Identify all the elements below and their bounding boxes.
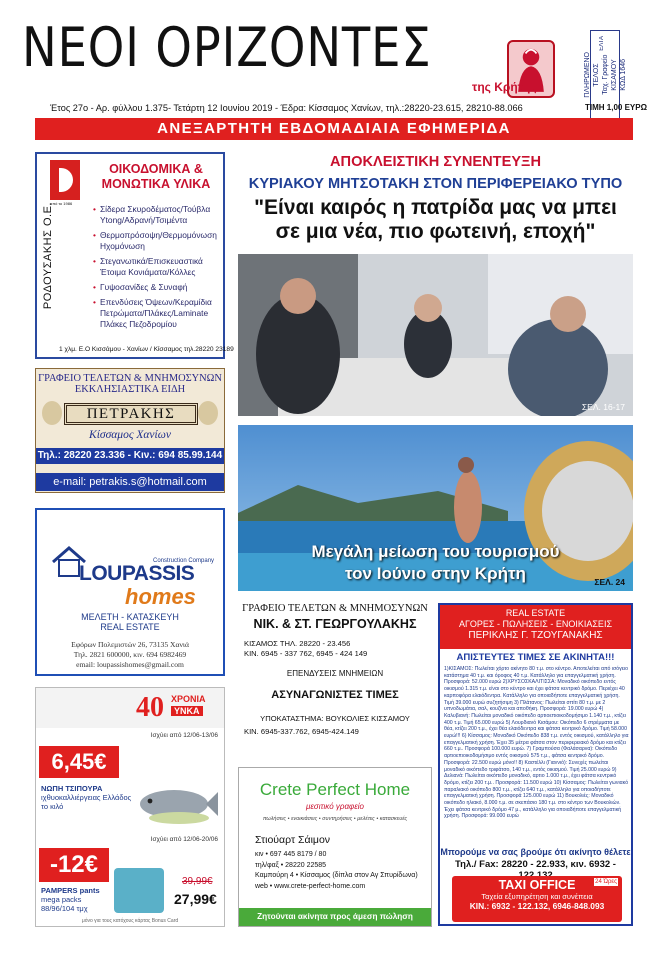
ad-building-materials[interactable] [35, 152, 234, 359]
price-1: 6,45€ [39, 746, 119, 778]
ad-line3: ΚΙΣΑΜΟΣ ΤΗΛ. 28220 - 23.456 [244, 639, 351, 648]
brand-name: Crete Perfect Home [259, 780, 411, 799]
ad-line8: ΚΙΝ. 6945-337.762, 6945-424.149 [244, 727, 359, 736]
list-item: • Στεγανωτικά/Επισκευαστικά Έτοιμα Κονιάματα/Κόλλες [93, 256, 223, 278]
taxi-title: TAXI OFFICE [498, 878, 576, 892]
interview-photo-image [238, 254, 633, 416]
ad-footer: μόνο για τους κατόχους κάρτας Bonus Card [81, 918, 179, 924]
page-ref: ΣΕΛ. 16-17 [581, 402, 625, 412]
tourism-photo[interactable] [238, 425, 633, 591]
ad-loupassis[interactable] [35, 508, 225, 676]
price: ΤΙΜΗ 1,00 ΕΥΡΩ [585, 103, 647, 112]
ad-line1: ΓΡΑΦΕΙΟ ΤΕΛΕΤΩΝ & ΜΝΗΜΟΣΥΝΩΝ [242, 603, 428, 614]
price-2: -12€ [39, 848, 109, 882]
ad-real-estate[interactable] [438, 603, 633, 926]
angel-left-icon [42, 401, 62, 425]
taxi-phone: KIN.: 6932 - 122.132, 6946-848.093 [469, 901, 605, 911]
anniversary-text: ΧΡΟΝΙΑ [171, 694, 206, 704]
ad-title: ΑΠΙΣΤΕΥΤΕΣ ΤΙΜΕΣ ΣΕ ΑΚΙΝΗΤΑ!!! [456, 652, 615, 663]
services: πωλήσεις • ενοικιάσεις • συντηρήσεις • μελέτες • κατασκευές [262, 816, 408, 822]
masthead [0, 0, 662, 120]
validity-2: Ισχύει από 12/06-20/06 [150, 836, 218, 843]
product-list [93, 204, 223, 334]
ad-line6: ΑΣΥΝΑΓΩΝΙΣΤΕΣ ΤΙΜΕΣ [271, 689, 399, 701]
ad-header: REAL ESTATE ΑΓΟΡΕΣ - ΠΩΛΗΣΕΙΣ - ΕΝΟΙΚΙΑΣΕΙΣ ΠΕΡΙΚΛΗΣ Γ. ΤΖΟΥΓΑΝΑΚΗΣ [440, 605, 631, 649]
lead-subject[interactable]: ΚΥΡΙΑΚΟΥ ΜΗΤΣΟΤΑΚΗ ΣΤΟΝ ΠΕΡΙΦΕΡΕΙΑΚΟ ΤΥΠΟ [248, 176, 623, 192]
brand-script: homes [125, 584, 196, 609]
taxi-office-box [452, 876, 622, 922]
taxi-line: Ταχεία εξυπηρέτηση και συνέπεια [481, 892, 593, 901]
list-item: • Γυψοσανίδες & Συναφή [93, 282, 223, 293]
list-item: • Θερμοπρόσοψη/Θερμομόνωση Ηχομόνωση [93, 230, 223, 252]
newspaper-title: ΝΕΟΙ ΟΡΙΖΟΝΤΕΣ [22, 16, 432, 79]
brand-name: LOUPASSIS [79, 562, 195, 585]
list-item: • Επενδύσεις Όψεων/Κεραμίδια Πετρώματα/Πλάκες/Laminate Πλάκες Πεζοδρομίου [93, 297, 223, 330]
story-caption-line1: Μεγάλη μείωση του τουρισμού [311, 542, 560, 561]
ad-funeral-georgoulakis[interactable] [238, 603, 432, 753]
ad-crete-perfect-home[interactable] [238, 767, 432, 927]
ad-address: 1 χλμ. Ε.Ο Κισσάμου - Χανίων / Κίσσαμος τηλ.28220 23189 [59, 346, 234, 353]
stamp-logo: ΕΛΤΑ [599, 36, 605, 51]
ad-company-name: ΠΕΤΡΑΚΗΣ [64, 403, 198, 425]
old-price: 39,99€ [182, 876, 213, 887]
since-label: από το 1986 [50, 201, 73, 206]
ad-place: Κίσσαμος Χανίων [89, 429, 171, 441]
ad-header [36, 688, 224, 728]
new-price: 27,99€ [174, 891, 217, 907]
brand-text: ΥΝΚΑ [171, 706, 203, 716]
contact-details: κιν • 697 445 8179 / 80 τηλ/φαξ • 28220 22585 Καμπούρη 4 • Κίσσαμος (δίπλα στον Αγ Σπυρίδωνα) web • www.crete-perfect-home.com [255, 851, 418, 890]
ad-service-line2: REAL ESTATE [100, 622, 160, 632]
postage-stamp-text: ΠΛΗΡΩΜΕΝΟ ΤΕΛΟΣ Ταχ. Γραφείο ΚΙΣΑΜΟΥ ΚΩΔ 1646 [583, 52, 627, 98]
ad-line2: ΕΚΚΛΗΣΙΑΣΤΙΚΑ ΕΙΔΗ [74, 384, 186, 395]
lead-quote[interactable]: "Είναι καιρός η πατρίδα μας να μπει σε μια νέα, πιο φωτεινή, εποχή" [254, 196, 617, 243]
product-2: PAMPERS pants mega packs 88/96/104 τμχ [41, 886, 100, 913]
ad-supermarket[interactable] [35, 687, 225, 927]
ad-contact: Τηλ./ Fax: 28220 - 22.933, κιν. 6932 - [455, 859, 616, 870]
ad-funeral-petrakis[interactable] [35, 368, 225, 493]
ad-email[interactable]: e-mail: petrakis.s@hotmail.com [36, 473, 224, 491]
listings-text: 1)ΚΙΣΑΜΟΣ: Πωλείται χόρτο ακίνητο 80 τ.μ. στο κέντρο. Αποτελείται από ισόγειο κατάστημα 40 τ.μ. και όροφος 40 τ.μ. Κατάλληλο για επαγγελματική χρήση. Προσφορά: 52.000 ευρώ 2)ΧΡΥΣΟΣΚΑΛΙΤΙΣΣΑ: Μοναδικό οικόπεδο εντός οικισμού 1.315 τ.μ. είναι στο κέντρο και έχει φάτσα κεντρικό δρόμο. Περιέχει 40 καρποφόρα ελαιόδεντρα. Κατάλληλο για οποιαδήποτε επαγγελματική χρήση. Τιμή 39.000 ευρώ συζητήσιμη 3) Πλάτανος: Πωλείται σπίτι 80 τ.μ. με 2 υπνοδωμάτια, σαλ, κουζίνα και αποθήκη. Προσφορά: 19.000 ευρώ 4) Καλυβιανή: Πωλείται μοναδικό οικόπεδο αρτιοεπιοικοδομήσιμο 1.140 τ.μ., κτίζει 400 τ.μ. Τιμή 65.000 ευρώ 5) Λουρδιανό Κισάμου: Οικόπεδο 6 στρέμματα με θέα, κτίζει 200 τ.μ., έχει θέα ελαιόδεντρα και φάτσα κεντρικό δρόμο. Τιμή 58.000 ευρώ!!! 6) Κίσσαμος: Μοναδικό Οικόπεδο 838 τ.μ. εντός οικισμού, κατάλληλο για επαγγελματική χρήση. Έχει 35 μέτρα φάτσα στον περιφερειακό δρόμο και κτίζει 660 τ.μ.. Προσφορά 100.000 ευρώ. 7) Γραμπούσα (Φαλάσαρνα): Οικόπεδο αρτιοεπιοικοδομήσιμο εντός οικισμού 575 τ.μ., φάτσα κεντρικό δρόμο. Προσφορά: 22.500 ευρώ μόνο!! 8) Καστέλλι (Γιαννιό): Συνεχές πωλείται μοναδικό οικόπεδο τριφάτσο, 140 τ.μ., εντός οικισμού. Τιμή 25.000 ευρώ 9) Δελιανά: Πωλείται οικόπεδο μοναδικό, αρτιο 1.000 τ.μ., έχει φάτσα κεντρικό δρόμο, κτίζει 200 τ.μ.. Προσφορά: 11.500 ευρώ 10) Κίσσαμος: Πωλείται γωνιακό παραλιακό οικόπεδο 800 τ.μ., κτίζει 640 τ.μ., κατάλληλο για οποιαδήποτε επαγγελματική χρήση. Προσφορά 125.000 ευρώ 11) Βουκολιές: Μοναδικό οικόπεδο ηλιακό, 8.000 τ.μ. σε σκεπάσιο 180 τ.μ. στο κέντρο των Βουκολιών. Έχει φάτσα κεντρικό δρόμο 47 μ., κατάλληλο για οποιαδήποτε επαγγελματική χρήση. Προσφορά: 99.000 ευρώ [444, 666, 629, 820]
ad-footer: Ζητούνται ακίνητα προς άμεση πώληση [239, 908, 431, 926]
lead-photo[interactable] [238, 254, 633, 416]
ad-line1: ΓΡΑΦΕΙΟ ΤΕΛΕΤΩΝ & ΜΝΗΜΟΣΥΝΩΝ [38, 373, 222, 384]
list-item: • Σίδερα Σκυροδέματος/Τούβλα Ytong/Αδρανή/Τσιμέντα [93, 204, 223, 226]
anniversary-number: 40 [136, 692, 164, 723]
story-caption-line2: τον Ιούνιο στην Κρήτη [345, 564, 526, 583]
ad-wish1: Μπορούμε να σας βρούμε ότι ακίνητο θέλετε [440, 847, 631, 857]
page-ref: ΣΕΛ. 24 [594, 577, 625, 587]
taxi-badge: 24 Ώρες [595, 879, 617, 885]
validity-1: Ισχύει από 12/06-13/06 [150, 732, 218, 739]
ad-line4: ΚΙΝ. 6945 - 337 762, 6945 - 424 149 [244, 649, 368, 658]
contact-name: Στιούαρτ Σάιμον [255, 834, 331, 846]
ad-line5: ΕΠΕΝΔΥΣΕΙΣ ΜΝΗΜΕΙΩΝ [286, 669, 384, 678]
ad-service-line1: ΜΕΛΕΤΗ - ΚΑΤΑΣΚΕΥΗ [81, 612, 179, 622]
ad-address: Εφόρων Πολεμιστών 26, 73135 Χανιά Τηλ. 2821 600000, κιν. 694 6982469 email: loupassishomes@gmail.com [71, 640, 189, 669]
fish-icon [134, 782, 218, 828]
banner: ΑΝΕΞΑΡΤΗΤΗ ΕΒΔΟΜΑΔΙΑΙΑ ΕΦΗΜΕΡΙΔΑ [35, 118, 633, 140]
ad-line2: ΝΙΚ. & ΣΤ. ΓΕΩΡΓΟΥΛΑΚΗΣ [253, 617, 417, 631]
ad-heading: ΟΙΚΟΔΟΜΙΚΑ & ΜΟΝΩΤΙΚΑ ΥΛΙΚΑ [101, 162, 211, 191]
company-logo-icon [50, 160, 80, 200]
issue-info: Έτος 27ο - Αρ. φύλλου 1.375- Τετάρτη 12 Ιουνίου 2019 - Έδρα: Κίσσαμος Χανίων, τηλ.:28220-23.615, 28210-88.066 [50, 103, 523, 113]
ad-phones: Τηλ.: 28220 23.336 - Κιν.: 694 85.99.144 [36, 448, 224, 464]
newspaper-subtitle: της Κρήτης [472, 80, 537, 94]
ad-line7: ΥΠΟΚΑΤΑΣΤΗΜΑ: ΒΟΥΚΟΛΙΕΣ ΚΙΣΣΑΜΟΥ [260, 714, 410, 723]
brand-tagline: μεσιτικό γραφείο [306, 802, 364, 811]
lead-kicker[interactable]: ΑΠΟΚΛΕΙΣΤΙΚΗ ΣΥΝΕΝΤΕΥΞΗ [330, 154, 541, 170]
ad-company-name-vertical: ΡΟΔΟΥΣΑΚΗΣ Ο.Ε. [42, 201, 54, 310]
product-1: ΝΩΠΗ ΤΣΙΠΟΥΡΑ ιχθυοκαλλιέργειας Ελλάδος το κιλό [41, 784, 132, 811]
diapers-pack-icon [114, 868, 164, 913]
brand-tag: Construction Company [153, 558, 215, 564]
angel-right-icon [198, 401, 218, 425]
